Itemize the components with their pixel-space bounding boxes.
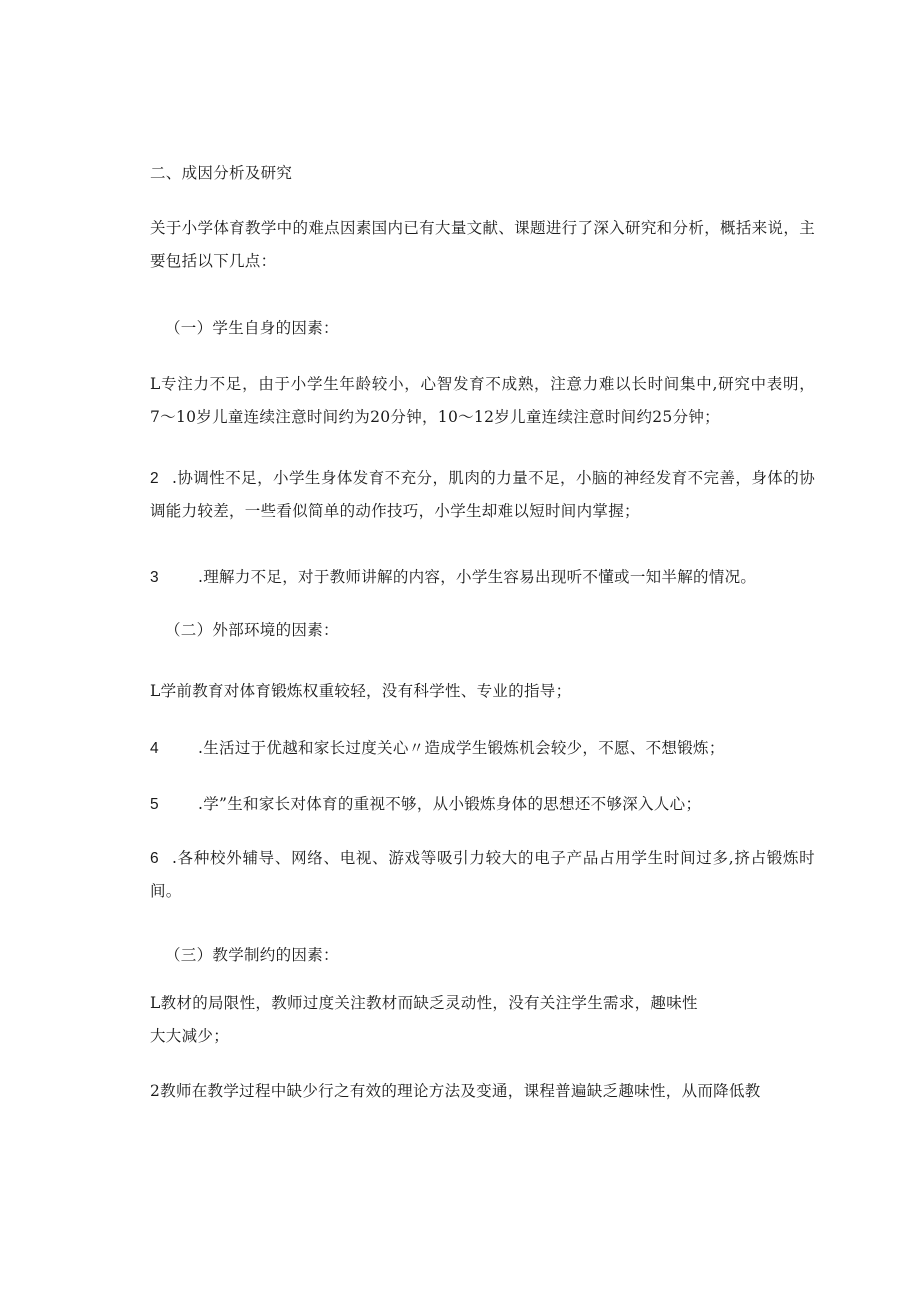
part2-item3-number: 5: [150, 796, 159, 813]
intro-paragraph: 关于小学体育教学中的难点因素国内已有大量文献、课题进行了深入研究和分析，概括来说，主要包括以下几点：: [150, 219, 815, 270]
part1-item1: L专注力不足，由于小学生年龄较小，心智发育不成熟，注意力难以长时间集中,研究中表明，7〜10岁儿童连续注意时间约为20分钟，10〜12岁儿童连续注意时间约25分钟；: [150, 375, 815, 426]
part1-heading: （一）学生自身的因素：: [165, 319, 339, 337]
part3-heading: （三）教学制约的因素：: [165, 946, 339, 964]
part1-item2: [150, 462, 815, 528]
part3-item1-line1: L教材的局限性，教师过度关注教材而缺乏灵动性，没有关注学生需求，趣味性: [150, 994, 698, 1012]
part2-item2: [150, 738, 725, 759]
part1-item3-number: 3: [150, 569, 159, 586]
part2-item4-text: .各种校外辅导、网络、电视、游戏等吸引力较大的电子产品占用学生时间过多,挤占锻炼时间。: [150, 849, 815, 900]
part1-item2-number: 2: [150, 470, 159, 487]
part1-item3-text: .理解力不足，对于教师讲解的内容，小学生容易出现听不懂或一知半解的情况。: [198, 568, 757, 586]
part2-item4: [150, 842, 815, 908]
part2-item4-number: 6: [150, 850, 159, 867]
part1-item3: [150, 567, 756, 588]
part2-item3: [150, 794, 701, 815]
part2-item2-number: 4: [150, 740, 159, 757]
section-title: 二、成因分析及研究: [150, 164, 293, 182]
part2-item3-text: .学”生和家长对体育的重视不够，从小锻炼身体的思想还不够深入人心；: [198, 795, 702, 813]
part1-item2-text: .协调性不足，小学生身体发育不充分，肌肉的力量不足，小脑的神经发育不完善，身体的协调能力较差，一些看似简单的动作技巧，小学生却难以短时间内掌握；: [150, 469, 815, 520]
part2-item2-text: .生活过于优越和家长过度关心〃造成学生锻炼机会较少，不愿、不想锻炼；: [198, 739, 725, 757]
part2-item1: L学前教育对体育锻炼权重较轻，没有科学性、专业的指导；: [150, 682, 572, 700]
part3-item2: 2教师在教学过程中缺少行之有效的理论方法及变通，课程普遍缺乏趣味性，从而降低教: [150, 1082, 761, 1100]
part3-item1-line2: 大大减少；: [150, 1027, 230, 1045]
part2-heading: （二）外部环境的因素：: [165, 621, 339, 639]
